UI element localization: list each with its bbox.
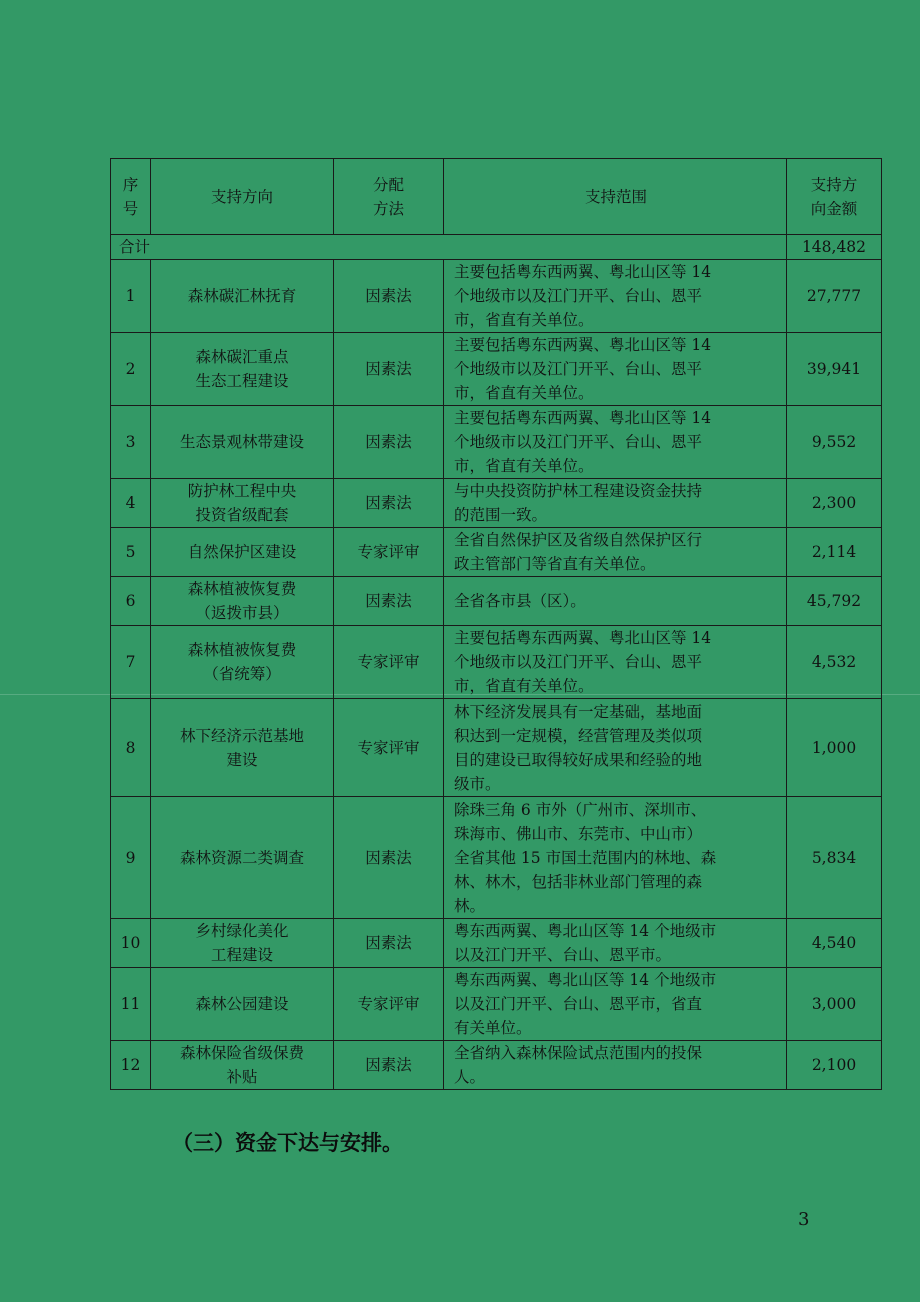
row-method: 专家评审: [334, 528, 444, 577]
row-method: 因素法: [334, 479, 444, 528]
row-method: 专家评审: [334, 699, 444, 797]
row-number: 7: [111, 626, 151, 699]
row-method: 因素法: [334, 260, 444, 333]
row-scope: 主要包括粤东西两翼、粤北山区等 14 个地级市以及江门开平、台山、恩平 市，省直有关单位。: [444, 333, 787, 406]
row-direction: 防护林工程中央 投资省级配套: [151, 479, 334, 528]
row-amount: 27,777: [787, 260, 882, 333]
row-scope: 粤东西两翼、粤北山区等 14 个地级市 以及江门开平、台山、恩平市，省直 有关单位。: [444, 968, 787, 1041]
row-direction: 森林植被恢复费 （省统筹）: [151, 626, 334, 699]
funding-allocation-table: [110, 158, 882, 1090]
row-number: 2: [111, 333, 151, 406]
row-scope: 全省各市县（区）。: [444, 577, 787, 626]
total-label: 合计: [111, 235, 787, 260]
row-method: 因素法: [334, 577, 444, 626]
row-method: 因素法: [334, 1041, 444, 1090]
row-amount: 2,114: [787, 528, 882, 577]
header-method: 分配 方法: [334, 159, 444, 235]
row-scope: 主要包括粤东西两翼、粤北山区等 14 个地级市以及江门开平、台山、恩平 市，省直有关单位。: [444, 626, 787, 699]
row-direction: 生态景观林带建设: [151, 406, 334, 479]
table-row: [111, 333, 882, 406]
row-direction: 森林保险省级保费 补贴: [151, 1041, 334, 1090]
row-direction: 森林公园建设: [151, 968, 334, 1041]
header-direction: 支持方向: [151, 159, 334, 235]
row-direction: 森林碳汇重点 生态工程建设: [151, 333, 334, 406]
table-row: [111, 919, 882, 968]
row-amount: 2,100: [787, 1041, 882, 1090]
row-amount: 39,941: [787, 333, 882, 406]
table-row: [111, 626, 882, 699]
row-amount: 5,834: [787, 797, 882, 919]
row-number: 9: [111, 797, 151, 919]
table-row: [111, 797, 882, 919]
row-scope: 林下经济发展具有一定基础，基地面 积达到一定规模，经营管理及类似项 目的建设已取得较好成果和经验的地 级市。: [444, 699, 787, 797]
row-method: 因素法: [334, 406, 444, 479]
row-method: 因素法: [334, 797, 444, 919]
row-method: 因素法: [334, 333, 444, 406]
row-number: 5: [111, 528, 151, 577]
row-amount: 2,300: [787, 479, 882, 528]
row-method: 专家评审: [334, 968, 444, 1041]
table-row: [111, 968, 882, 1041]
table-header-row: [111, 159, 882, 235]
page-number: 3: [798, 1209, 810, 1230]
row-number: 11: [111, 968, 151, 1041]
row-number: 8: [111, 699, 151, 797]
table-row: [111, 577, 882, 626]
total-amount: 148,482: [787, 235, 882, 260]
row-amount: 45,792: [787, 577, 882, 626]
header-no: 序 号: [111, 159, 151, 235]
row-number: 4: [111, 479, 151, 528]
header-scope: 支持范围: [444, 159, 787, 235]
table-row: [111, 479, 882, 528]
row-scope: 全省纳入森林保险试点范围内的投保 人。: [444, 1041, 787, 1090]
section-heading: （三）资金下达与安排。: [172, 1131, 403, 1155]
row-amount: 3,000: [787, 968, 882, 1041]
row-number: 12: [111, 1041, 151, 1090]
row-amount: 9,552: [787, 406, 882, 479]
row-number: 6: [111, 577, 151, 626]
table-row: [111, 406, 882, 479]
row-direction: 自然保护区建设: [151, 528, 334, 577]
table-row: [111, 1041, 882, 1090]
row-direction: 森林资源二类调查: [151, 797, 334, 919]
row-number: 10: [111, 919, 151, 968]
row-amount: 4,540: [787, 919, 882, 968]
row-scope: 主要包括粤东西两翼、粤北山区等 14 个地级市以及江门开平、台山、恩平 市，省直有关单位。: [444, 260, 787, 333]
row-scope: 与中央投资防护林工程建设资金扶持 的范围一致。: [444, 479, 787, 528]
row-amount: 1,000: [787, 699, 882, 797]
row-amount: 4,532: [787, 626, 882, 699]
total-row: [111, 235, 882, 260]
row-direction: 林下经济示范基地 建设: [151, 699, 334, 797]
table-row: [111, 260, 882, 333]
row-scope: 除珠三角 6 市外（广州市、深圳市、 珠海市、佛山市、东莞市、中山市） 全省其他 15 市国土范围内的林地、森 林、林木，包括非林业部门管理的森 林。: [444, 797, 787, 919]
row-scope: 主要包括粤东西两翼、粤北山区等 14 个地级市以及江门开平、台山、恩平 市，省直有关单位。: [444, 406, 787, 479]
row-method: 专家评审: [334, 626, 444, 699]
row-direction: 森林植被恢复费 （返拨市县）: [151, 577, 334, 626]
row-scope: 全省自然保护区及省级自然保护区行 政主管部门等省直有关单位。: [444, 528, 787, 577]
row-method: 因素法: [334, 919, 444, 968]
header-amount: 支持方 向金额: [787, 159, 882, 235]
row-direction: 乡村绿化美化 工程建设: [151, 919, 334, 968]
row-scope: 粤东西两翼、粤北山区等 14 个地级市 以及江门开平、台山、恩平市。: [444, 919, 787, 968]
row-number: 3: [111, 406, 151, 479]
table-row: [111, 699, 882, 797]
row-direction: 森林碳汇林抚育: [151, 260, 334, 333]
table-row: [111, 528, 882, 577]
row-number: 1: [111, 260, 151, 333]
